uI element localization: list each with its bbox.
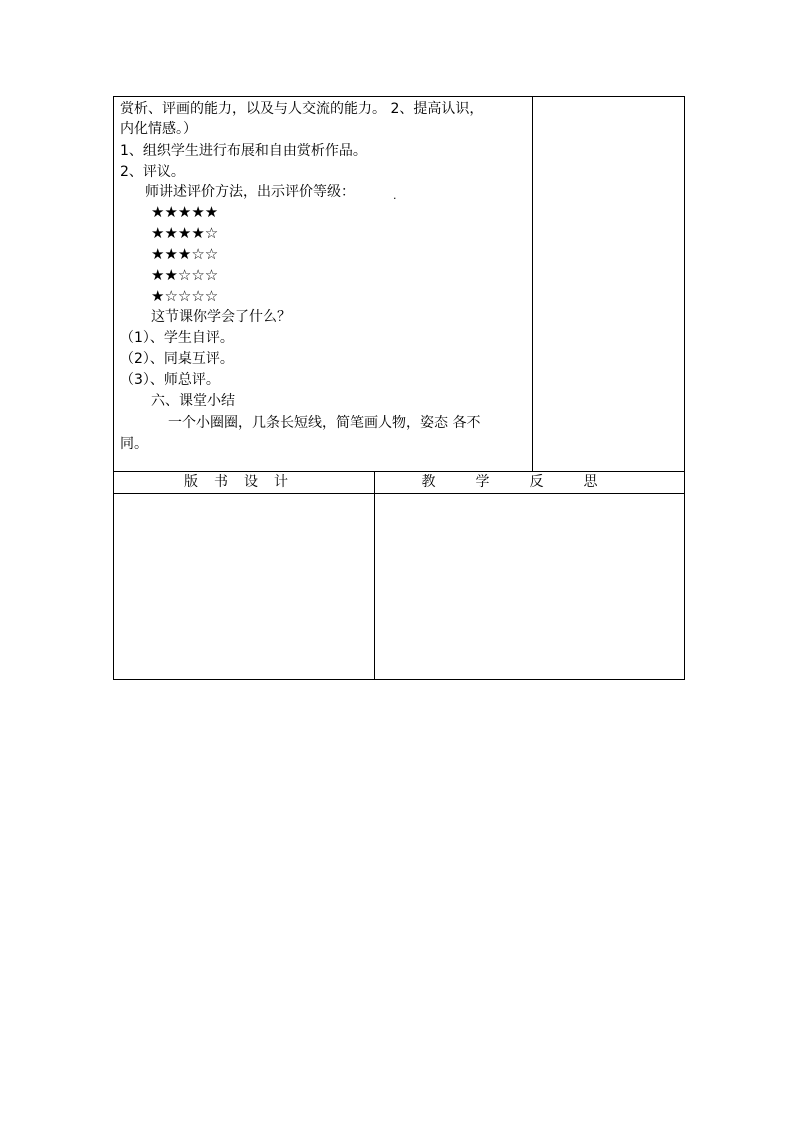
summary-heading: 六、课堂小结 [151,393,235,409]
vertical-divider-top [532,97,533,471]
mark-dot: . [393,189,397,202]
line-1: 赏析、评画的能力，以及与人交流的能力。 2、提高认识， [120,101,484,117]
rating-2-stars: ★★☆☆☆ [151,266,219,284]
question-line: 这节课你学会了什么？ [151,309,291,325]
teaching-reflection-body [375,493,684,680]
self-evaluation-line: （1）、学生自评。 [120,330,234,346]
line-5: 师讲述评价方法，出示评价等级： [145,184,355,200]
rating-5-stars: ★★★★★ [151,203,219,221]
board-design-body [114,493,374,680]
board-design-header [114,471,374,493]
right-blank-cell [532,97,686,471]
teaching-reflection-label: 教学反思 [421,474,638,490]
summary-line-2: 同。 [120,436,148,452]
main-content-cell [114,97,532,471]
board-design-label: 版书设计 [184,474,304,490]
peer-evaluation-line: （2）、同桌互评。 [120,351,234,367]
line-2: 内化情感。） [120,121,197,137]
line-4: 2、评议。 [120,164,185,180]
rating-1-star: ★☆☆☆☆ [151,287,219,305]
summary-line-1: 一个小圈圈，几条长短线，简笔画人物，姿态 各不 [168,415,481,431]
line-3: 1、组织学生进行布展和自由赏析作品。 [120,143,367,159]
rating-3-stars: ★★★☆☆ [151,245,219,263]
rating-4-stars: ★★★★☆ [151,224,219,242]
teaching-reflection-header [375,471,684,493]
teacher-evaluation-line: （3）、师总评。 [120,372,220,388]
lesson-plan-table [113,96,685,680]
